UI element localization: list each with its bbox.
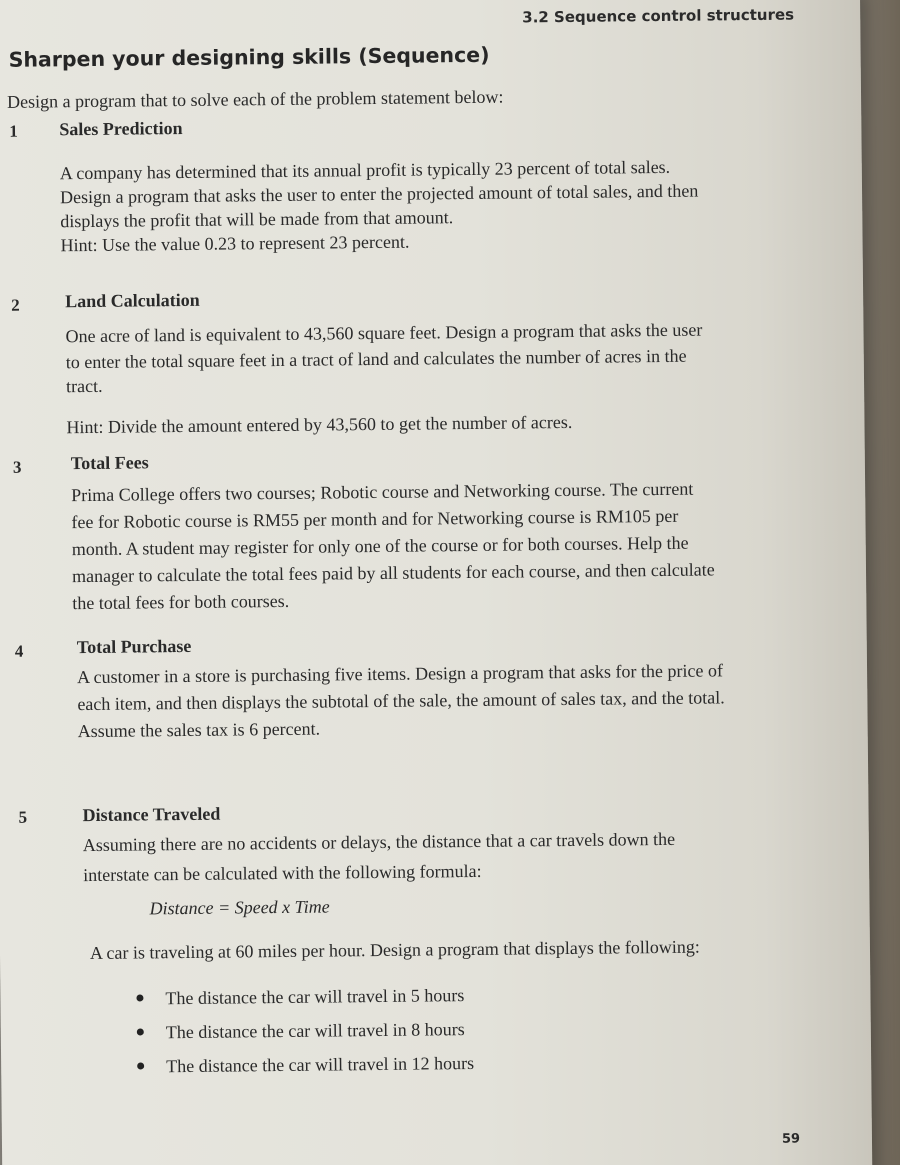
problem-title: Total Fees <box>70 452 149 474</box>
bullet-dot <box>137 1029 144 1036</box>
problem-title: Distance Traveled <box>82 803 221 826</box>
problem-hint: Hint: Divide the amount entered by 43,560 to get the number of acres. <box>66 411 573 438</box>
distance-formula: Distance = Speed x Time <box>149 896 330 919</box>
problem-line: Assume the sales tax is 6 percent. <box>77 718 321 742</box>
problem-title: Sales Prediction <box>59 117 183 140</box>
problem-line: fee for Robotic course is RM55 per month and for Networking course is RM105 per <box>71 505 679 533</box>
problem-line: tract. <box>65 375 103 397</box>
problem-line: A car is traveling at 60 miles per hour. Design a program that displays the following: <box>89 936 700 964</box>
problem-title: Total Purchase <box>76 635 192 658</box>
problem-line: A company has determined that its annual profit is typically 23 percent of total sales. <box>59 156 671 184</box>
problem-title: Land Calculation <box>65 289 200 312</box>
bullet-item <box>137 1053 474 1078</box>
problem-line: the total fees for both courses. <box>72 590 290 614</box>
problem-number: 5 <box>18 807 28 827</box>
section-header: 3.2 Sequence control structures <box>522 5 795 27</box>
bullet-text: The distance the car will travel in 8 hours <box>165 1019 465 1043</box>
problem-line: to enter the total square feet in a tract of land and calculates the number of acres in the <box>65 345 687 373</box>
intro-text: Design a program that to solve each of the problem statement below: <box>6 86 504 112</box>
bullet-text: The distance the car will travel in 12 hours <box>166 1052 475 1077</box>
problem-number: 3 <box>12 457 22 477</box>
page-number: 59 <box>781 1131 801 1147</box>
problem-line: interstate can be calculated with the following formula: <box>83 860 482 886</box>
bullet-dot <box>137 1063 144 1070</box>
problem-line: Assuming there are no accidents or delays, the distance that a car travels down the <box>82 828 676 856</box>
problem-number: 1 <box>9 121 18 141</box>
problem-hint: Hint: Use the value 0.23 to represent 23 percent. <box>60 231 410 256</box>
problem-line: Design a program that asks the user to enter the projected amount of total sales, and then <box>59 180 699 208</box>
problem-line: displays the profit that will be made from that amount. <box>60 207 454 232</box>
page-title: Sharpen your designing skills (Sequence) <box>8 42 490 72</box>
problem-line: One acre of land is equivalent to 43,560 square feet. Design a program that asks the user <box>65 319 703 347</box>
problem-number: 4 <box>14 641 24 661</box>
problem-line: month. A student may register for only one of the course or for both courses. Help the <box>71 532 689 560</box>
bullet-item <box>136 985 464 1009</box>
problem-line: manager to calculate the total fees paid by all students for each course, and then calculate <box>71 559 715 587</box>
problem-line: Prima College offers two courses; Robotic course and Networking course. The current <box>71 478 694 506</box>
problem-line: A customer in a store is purchasing five items. Design a program that asks for the price of <box>76 660 724 688</box>
bullet-text: The distance the car will travel in 5 hours <box>165 985 465 1009</box>
bullet-item <box>137 1019 465 1043</box>
problem-number: 2 <box>11 295 20 315</box>
problem-line: each item, and then displays the subtotal of the sale, the amount of sales tax, and the total. <box>77 687 725 715</box>
bullet-dot <box>136 995 143 1002</box>
